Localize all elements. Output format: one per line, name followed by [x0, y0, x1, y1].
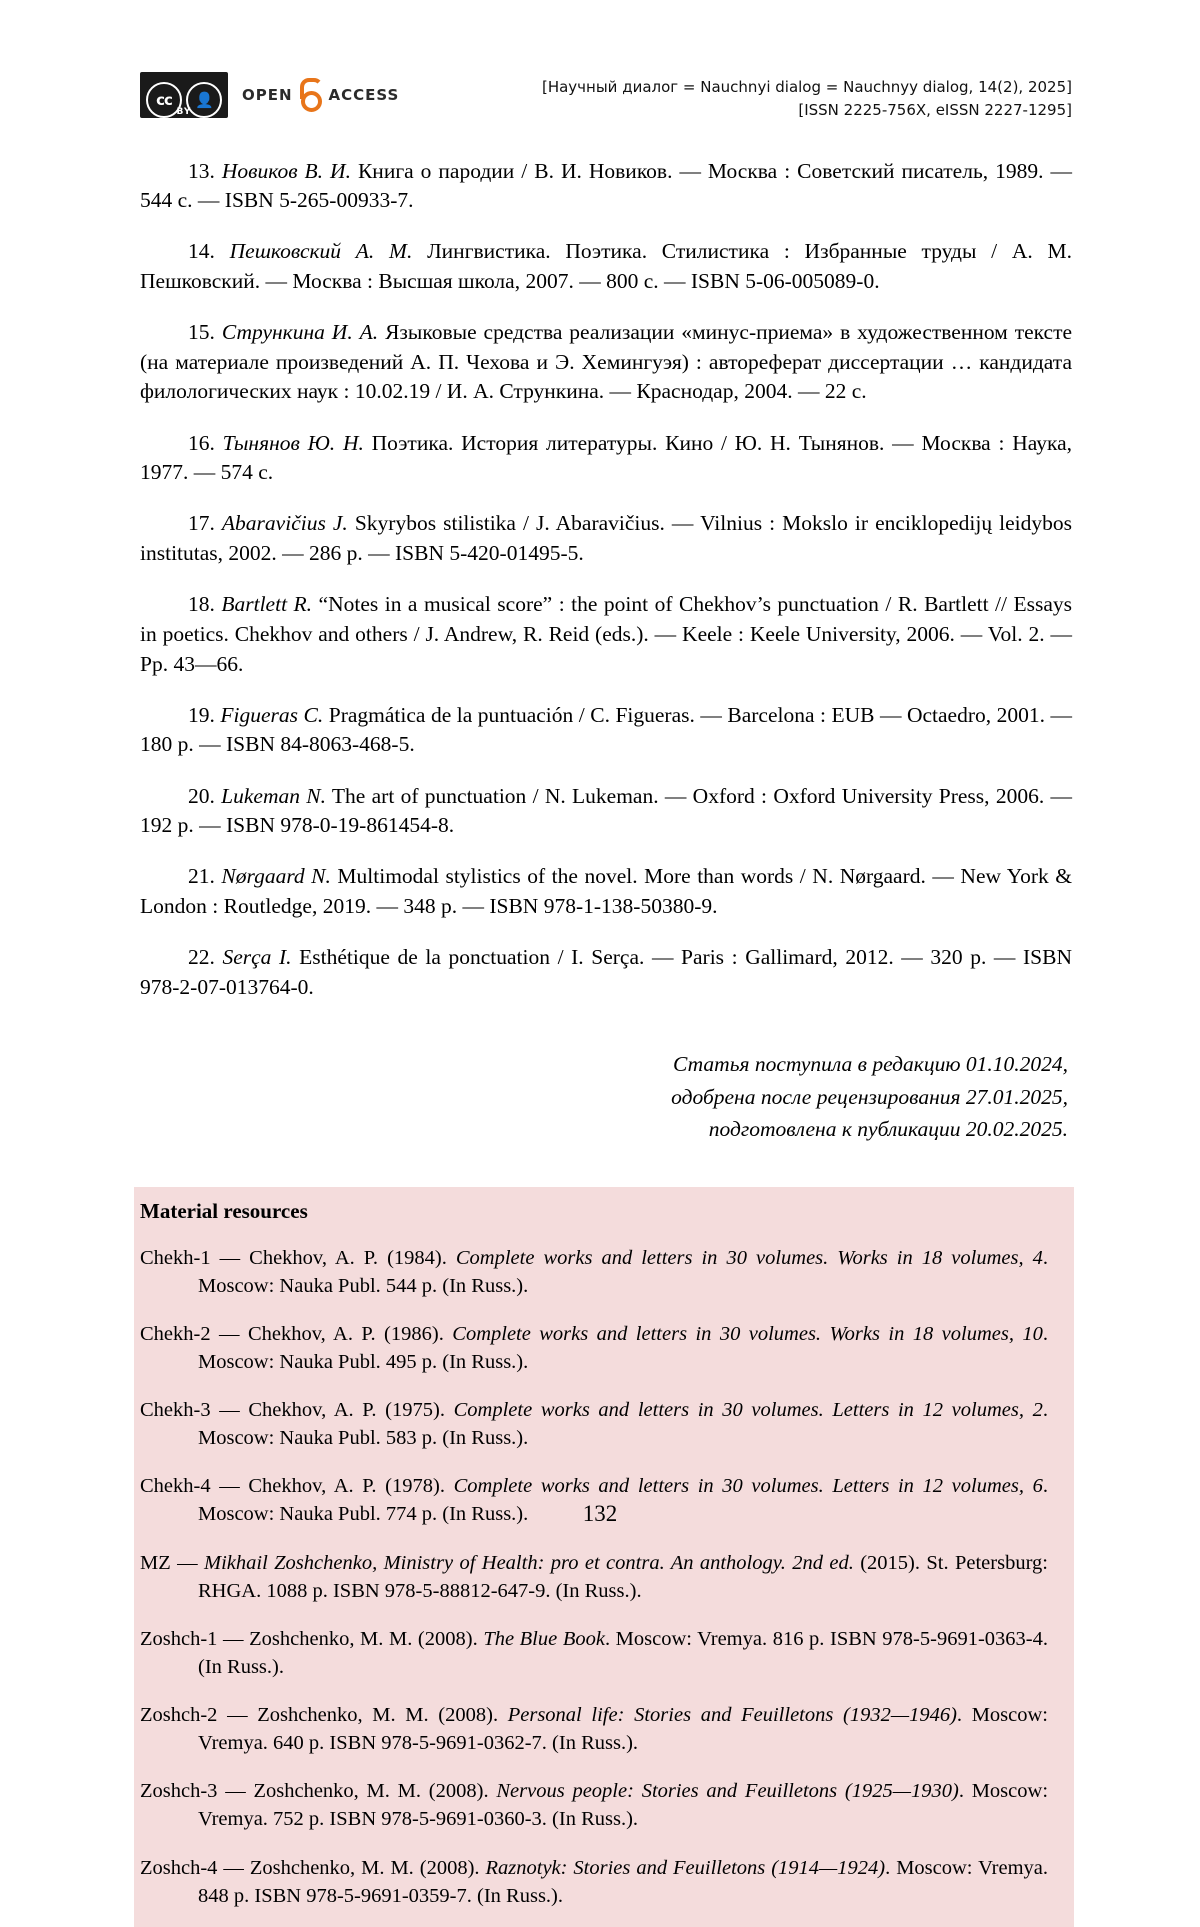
resource-post: . Moscow: Nauka Publ. 583 p. (In Russ.).: [198, 1399, 1048, 1450]
date-received: Статья поступила в редакцию 01.10.2024,: [672, 1052, 1068, 1077]
reference-text: Лингвистика. Поэтика. Стилистика : Избранные труды / А. М. Пешковский. — Москва : Высшая школа, 2007. — 800 с. — ISBN 5-06-005089-0.: [140, 239, 1073, 293]
resource-pre: — Chekhov, A. P. (1984).: [210, 1246, 456, 1269]
list-item: [140, 1321, 1048, 1377]
open-access-label-access: ACCESS: [328, 86, 400, 104]
reference-author: Nørgaard N.: [221, 864, 331, 889]
resource-title: Complete works and letters in 30 volumes. Works in 18 volumes, 10: [452, 1322, 1043, 1345]
list-item: [140, 1778, 1049, 1834]
resource-pre: —: [170, 1551, 205, 1574]
reference-author: Стрункина И. А.: [221, 320, 379, 345]
date-approved: одобрена после рецензирования 27.01.2025,: [671, 1084, 1068, 1109]
reference-text: “Notes in a musical score” : the point of Chekhov’s punctuation / R. Bartlett // Essays in poetics. Chekhov and others / J. Andrew, R. Reid (eds.). — Keele : Keele University, 2006. — Vol. 2. — Pp. 43—66.: [140, 592, 1072, 676]
reference-item: [140, 509, 1072, 568]
journal-title-line: [Научный диалог = Nauchnyi dialog = Nauchnyy dialog, 14(2), 2025]: [541, 78, 1072, 96]
resource-pre: — Zoshchenko, M. M. (2008).: [217, 1627, 484, 1650]
reference-author: Figueras C.: [220, 702, 324, 727]
cc-attribution-icon: 👤: [186, 82, 222, 118]
resource-title: The Blue Book: [483, 1627, 605, 1650]
reference-author: Новиков В. И.: [221, 158, 351, 183]
reference-number: 18.: [188, 592, 215, 617]
list-item: [140, 1550, 1048, 1606]
cc-by-label: BY: [176, 107, 192, 117]
reference-item: [140, 782, 1072, 841]
reference-author: Пешковский А. М.: [229, 239, 413, 264]
list-item: [140, 1626, 1048, 1682]
reference-number: 13.: [188, 158, 215, 183]
open-access-label-open: OPEN: [242, 86, 293, 104]
resource-label: Chekh-2: [140, 1322, 211, 1345]
resource-post: . Moscow: Vremya. 848 p. ISBN 978-5-9691-0359-7. (In Russ.).: [198, 1856, 1049, 1907]
resource-post: . Moscow: Vremya. 640 p. ISBN 978-5-9691-0362-7. (In Russ.).: [198, 1704, 1048, 1755]
reference-item: [140, 318, 1072, 407]
resource-pre: — Zoshchenko, M. M. (2008).: [217, 1704, 508, 1727]
resource-label: Chekh-3: [140, 1399, 211, 1422]
resource-post: . Moscow: Nauka Publ. 544 p. (In Russ.).: [198, 1246, 1048, 1297]
reference-number: 17.: [188, 511, 215, 536]
resource-title: Complete works and letters in 30 volumes. Letters in 12 volumes, 6: [453, 1475, 1043, 1498]
resource-post: . Moscow: Nauka Publ. 774 p. (In Russ.).: [198, 1475, 1048, 1526]
reference-author: Тынянов Ю. Н.: [222, 430, 364, 455]
reference-item: [140, 237, 1072, 296]
open-access-badge: [242, 78, 399, 112]
page-header: [140, 72, 1072, 123]
reference-item: [140, 590, 1072, 679]
reference-author: Serça I.: [222, 945, 292, 970]
reference-author: Lukeman N.: [221, 783, 326, 808]
resource-label: MZ: [140, 1551, 171, 1574]
resource-post: . Moscow: Nauka Publ. 495 p. (In Russ.).: [198, 1322, 1048, 1373]
resource-title: Personal life: Stories and Feuilletons (1932—1946): [507, 1704, 957, 1727]
reference-number: 20.: [188, 783, 215, 808]
journal-issn-line: [ISSN 2225-756X, eISSN 2227-1295]: [798, 101, 1072, 120]
resource-title: Complete works and letters in 30 volumes. Letters in 12 volumes, 2: [453, 1399, 1043, 1422]
reference-item: [140, 862, 1072, 921]
resource-pre: — Zoshchenko, M. M. (2008).: [217, 1856, 486, 1879]
reference-item: [140, 157, 1072, 216]
page-number: 132: [582, 1501, 618, 1526]
resource-label: Chekh-1: [140, 1246, 211, 1269]
reference-text: Языковые средства реализации «минус-приема» в художественном тексте (на материале произведений А. П. Чехова и Э. Хемингуэя) : автореферат диссертации … кандидата филологических наук : 10.02.19 / И. А. Стрункина. — Краснодар, 2004. — 22 с.: [140, 320, 1073, 404]
resource-label: Zoshch-4: [140, 1856, 218, 1879]
resource-label: Chekh-4: [140, 1475, 211, 1498]
resource-pre: — Chekhov, A. P. (1975).: [210, 1399, 454, 1422]
reference-number: 22.: [188, 945, 215, 970]
resource-post: (2015). St. Petersburg: RHGA. 1088 p. ISBN 978-5-88812-647-9. (In Russ.).: [198, 1551, 1048, 1602]
license-badges: [140, 72, 399, 118]
reference-item: [140, 943, 1072, 1002]
list-item: [140, 1702, 1048, 1758]
list-item: [140, 1245, 1048, 1301]
reference-number: 21.: [188, 864, 215, 889]
reference-text: Книга о пародии / В. И. Новиков. — Москва : Советский писатель, 1989. — 544 с. — ISBN 5-265-00933-7.: [140, 158, 1073, 213]
references-list: [140, 157, 1072, 1003]
resource-label: Zoshch-3: [140, 1780, 218, 1803]
reference-number: 19.: [188, 702, 215, 727]
material-resources-box: [134, 1187, 1074, 1927]
reference-text: Поэтика. История литературы. Кино / Ю. Н. Тынянов. — Москва : Наука, 1977. — 574 с.: [140, 430, 1073, 485]
reference-text: Esthétique de la ponctuation / I. Serça. — Paris : Gallimard, 2012. — 320 p. — ISBN 978-2-07-013764-0.: [140, 945, 1072, 999]
resource-post: . Moscow: Vremya. 752 p. ISBN 978-5-9691-0360-3. (In Russ.).: [198, 1780, 1049, 1831]
reference-item: [140, 429, 1072, 488]
submission-dates: [140, 1048, 1072, 1145]
journal-citation: [542, 72, 1072, 123]
list-item: [140, 1397, 1048, 1453]
resource-pre: — Chekhov, A. P. (1978).: [210, 1475, 454, 1498]
date-published: подготовлена к публикации 20.02.2025.: [708, 1116, 1068, 1141]
resource-title: Raznotyk: Stories and Feuilletons (1914—1924): [485, 1856, 886, 1879]
reference-text: The art of punctuation / N. Lukeman. — Oxford : Oxford University Press, 2006. — 192 p. — ISBN 978-0-19-861454-8.: [140, 783, 1072, 838]
open-lock-icon: [298, 78, 324, 112]
creative-commons-icon: [140, 72, 228, 118]
reference-author: Bartlett R.: [221, 592, 313, 617]
resource-title: Nervous people: Stories and Feuilletons (1925—1930): [496, 1780, 959, 1803]
reference-number: 15.: [188, 320, 215, 345]
resource-label: Zoshch-2: [140, 1704, 218, 1727]
resource-title: Complete works and letters in 30 volumes. Works in 18 volumes, 4: [455, 1246, 1043, 1269]
reference-number: 16.: [188, 430, 215, 455]
reference-author: Abaravičius J.: [221, 511, 348, 536]
resource-pre: — Chekhov, A. P. (1986).: [210, 1322, 453, 1345]
resource-pre: — Zoshchenko, M. M. (2008).: [217, 1780, 497, 1803]
reference-text: Multimodal stylistics of the novel. More than words / N. Nørgaard. — New York & London : Routledge, 2019. — 348 p. — ISBN 978-1-138-50380-9.: [140, 864, 1073, 918]
material-resources-title: Material resources: [140, 1199, 308, 1224]
resource-post: . Moscow: Vremya. 816 p. ISBN 978-5-9691-0363-4. (In Russ.).: [198, 1627, 1048, 1678]
cc-logo-icon: cc: [146, 82, 182, 118]
resource-title: Mikhail Zoshchenko, Ministry of Health: pro et contra. An anthology. 2nd ed.: [204, 1551, 854, 1574]
reference-item: [140, 701, 1072, 760]
resource-label: Zoshch-1: [140, 1627, 218, 1650]
reference-text: Skyrybos stilistika / J. Abaravičius. — Vilnius : Mokslo ir enciklopedijų leidybos institutas, 2002. — 286 p. — ISBN 5-420-01495-5.: [140, 511, 1072, 566]
reference-text: Pragmática de la puntuación / C. Figueras. — Barcelona : EUB — Octaedro, 2001. — 180 p. — ISBN 84-8063-468-5.: [140, 702, 1073, 757]
list-item: [140, 1855, 1049, 1911]
reference-number: 14.: [188, 239, 215, 264]
